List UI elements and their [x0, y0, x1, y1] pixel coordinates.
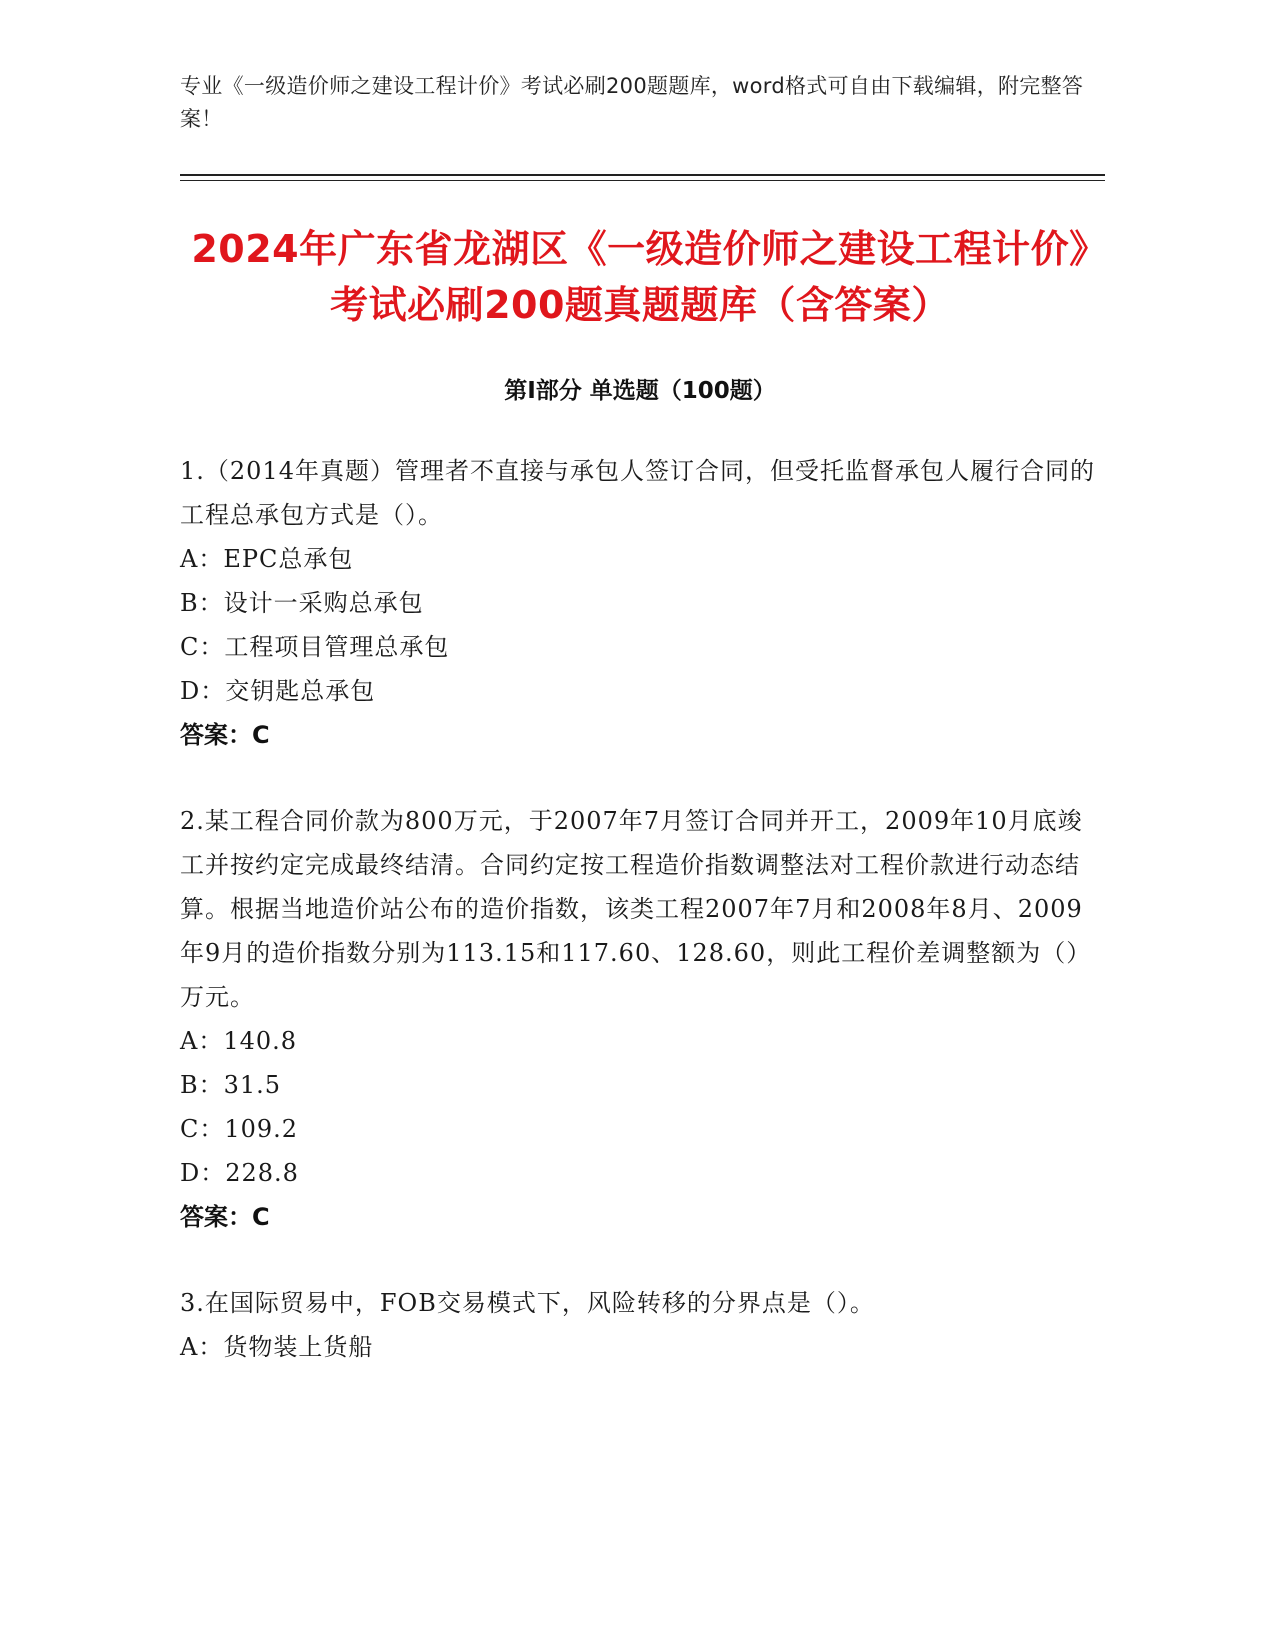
question-stem: 3.在国际贸易中，FOB交易模式下，风险转移的分界点是（）。: [180, 1289, 875, 1317]
option-a: A：货物装上货船: [180, 1333, 374, 1361]
option-c: C：109.2: [180, 1115, 299, 1143]
document-page: [180, 70, 1100, 1411]
document-title: 2024年广东省龙湖区《一级造价师之建设工程计价》考试必刷200题真题题库（含答案）: [191, 227, 1089, 327]
question-stem: 1.（2014年真题）管理者不直接与承包人签订合同，但受托监督承包人履行合同的工程总承包方式是（）。: [180, 457, 1095, 529]
header-note: 专业《一级造价师之建设工程计价》考试必刷200题题库，word格式可自由下载编辑，附完整答案！: [180, 74, 1084, 131]
option-d: D：228.8: [180, 1159, 299, 1187]
answer-line: 答案：C: [180, 721, 270, 749]
option-b: B：31.5: [180, 1071, 282, 1099]
option-a: A：140.8: [180, 1027, 298, 1055]
question-list: [180, 449, 1100, 1369]
answer-line: 答案：C: [180, 1203, 270, 1231]
option-c: C：工程项目管理总承包: [180, 633, 450, 661]
option-d: D：交钥匙总承包: [180, 677, 376, 705]
header-divider: [180, 174, 1105, 181]
option-b: B：设计一采购总承包: [180, 589, 424, 617]
section-title: 第I部分 单选题（100题）: [504, 378, 776, 404]
question-3: [180, 1281, 1100, 1369]
question-stem: 2.某工程合同价款为800万元，于2007年7月签订合同并开工，2009年10月底竣工并按约定完成最终结清。合同约定按工程造价指数调整法对工程价款进行动态结算。根据当地造价站公布的造价指数，该类工程2007年7月和2008年8月、2009年9月的造价指数分别为113.15和117.60、128.60，则此工程价差调整额为（）万元。: [180, 807, 1092, 1011]
option-a: A：EPC总承包: [180, 545, 354, 573]
question-2: [180, 799, 1100, 1239]
question-1: [180, 449, 1100, 757]
